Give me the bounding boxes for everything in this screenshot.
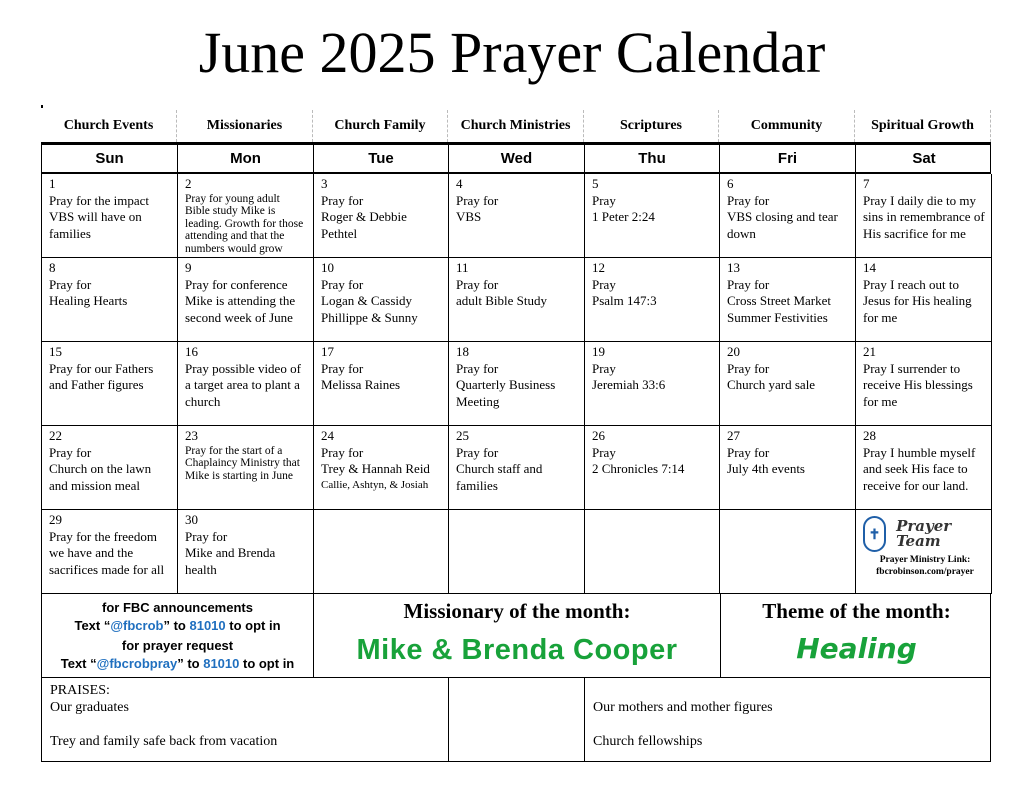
- day-prayer: Pray for young adult Bible study Mike is leading. Growth for those attending and that the numbers would grow: [185, 192, 304, 255]
- weekday-sun: Sun: [42, 145, 178, 172]
- prayer-team-logo: [863, 514, 987, 554]
- day-prayer: Pray for Church on the lawn and mission meal: [49, 444, 152, 493]
- day-number: 27: [727, 428, 740, 443]
- day-prayer: Pray for Mike and Brenda health: [185, 528, 276, 577]
- day-cell: [42, 258, 178, 342]
- day-number: 1: [49, 176, 56, 191]
- day-prayer: Pray for the start of a Chaplaincy Ministry that Mike is starting in June: [185, 444, 300, 482]
- category-header-row: [41, 110, 991, 145]
- stray-mark: [41, 105, 43, 108]
- week-row: [42, 426, 991, 510]
- day-number: 11: [456, 260, 469, 275]
- text-opt-in-box: [42, 594, 314, 677]
- category-tue: Church Family: [313, 110, 448, 142]
- day-cell: [42, 510, 178, 594]
- day-prayer: Pray I surrender to receive His blessings for me: [863, 360, 973, 409]
- day-cell: [856, 258, 992, 342]
- week-row: [42, 342, 991, 426]
- day-prayer: Pray for Church staff and families: [456, 444, 543, 493]
- day-number: 28: [863, 428, 876, 443]
- day-prayer: Pray for Cross Street Market Summer Festivities: [727, 276, 831, 325]
- missionary-name: Mike & Brenda Cooper: [356, 634, 678, 666]
- day-prayer: Pray 2 Chronicles 7:14: [592, 444, 685, 476]
- info-row: [41, 594, 991, 678]
- day-number: 8: [49, 260, 56, 275]
- day-prayer: Pray for Quarterly Business Meeting: [456, 360, 556, 409]
- day-cell: [178, 258, 314, 342]
- day-number: 13: [727, 260, 740, 275]
- day-cell: [449, 174, 585, 258]
- day-number: 25: [456, 428, 469, 443]
- day-prayer: Pray for our Fathers and Father figures: [49, 360, 154, 392]
- day-cell: [720, 426, 856, 510]
- empty-cell: [720, 510, 856, 594]
- day-number: 29: [49, 512, 62, 527]
- day-prayer: Pray for Roger & Debbie Pethtel: [321, 192, 407, 241]
- praises-row: [41, 678, 991, 762]
- day-prayer: Pray Psalm 147:3: [592, 276, 657, 308]
- day-number: 20: [727, 344, 740, 359]
- day-cell: [720, 174, 856, 258]
- prayer-keyword: @fbcrobpray: [96, 656, 178, 671]
- day-prayer: Pray for Melissa Raines: [321, 360, 401, 392]
- day-prayer: Pray for Church yard sale: [727, 360, 816, 392]
- day-prayer: Pray I daily die to my sins in remembrance of His sacrifice for me: [863, 192, 985, 241]
- day-cell: [42, 342, 178, 426]
- day-number: 23: [185, 428, 198, 443]
- day-number: 3: [321, 176, 328, 191]
- day-cell: [585, 258, 720, 342]
- fbc-number: 81010: [189, 618, 226, 633]
- prayer-link-label: Prayer Ministry Link:: [879, 555, 971, 565]
- day-prayer: Pray Jeremiah 33:6: [592, 360, 666, 392]
- day-cell: [314, 342, 449, 426]
- day-cell: [720, 258, 856, 342]
- week-row: [42, 510, 991, 594]
- prayer-number: 81010: [203, 656, 240, 671]
- missionary-heading: Missionary of the month:: [403, 599, 631, 623]
- day-cell: [856, 342, 992, 426]
- empty-cell: [449, 510, 585, 594]
- day-prayer: Pray for July 4th events: [727, 444, 805, 476]
- day-number: 2: [185, 176, 192, 191]
- page-title: June 2025 Prayer Calendar: [198, 20, 826, 85]
- praises-right: Our mothers and mother figures Church fellowships: [593, 700, 773, 749]
- day-cell: [178, 426, 314, 510]
- weeks: [41, 174, 991, 594]
- day-cell: [585, 426, 720, 510]
- day-number: 9: [185, 260, 192, 275]
- day-cell: [856, 174, 992, 258]
- day-number: 30: [185, 512, 198, 527]
- day-prayer: Pray for VBS closing and tear down: [727, 192, 838, 241]
- day-number: 12: [592, 260, 605, 275]
- week-row: [42, 174, 991, 258]
- day-cell: [178, 510, 314, 594]
- day-number: 10: [321, 260, 334, 275]
- day-cell: [314, 174, 449, 258]
- weekday-sat: Sat: [912, 150, 936, 167]
- calendar: [41, 110, 991, 762]
- day-number: 7: [863, 176, 870, 191]
- day-number: 18: [456, 344, 469, 359]
- day-cell: [314, 258, 449, 342]
- church-logo-icon: ✝: [863, 516, 886, 552]
- day-cell: [585, 342, 720, 426]
- theme-value: Healing: [796, 632, 917, 665]
- day-prayer-extra: Callie, Ashtyn, & Josiah: [321, 478, 429, 491]
- day-cell: [42, 426, 178, 510]
- prayer-request-instructions: Text “@fbcrobpray” to 81010 to opt in: [60, 656, 295, 671]
- day-cell: [856, 426, 992, 510]
- day-number: 19: [592, 344, 605, 359]
- day-prayer: Pray for conference Mike is attending the second week of June: [185, 276, 296, 325]
- day-number: 15: [49, 344, 62, 359]
- theme-box: [721, 594, 992, 677]
- weekday-thu: Thu: [585, 145, 720, 172]
- prayer-request-heading: for prayer request: [121, 638, 234, 653]
- prayer-link-url[interactable]: fbcrobinson.com/prayer: [876, 567, 974, 577]
- day-prayer: Pray I humble myself and seek His face to receive for our land.: [863, 444, 976, 493]
- fbc-keyword: @fbcrob: [110, 618, 164, 633]
- empty-cell: [314, 510, 449, 594]
- prayer-team-logo-cell: [856, 510, 992, 594]
- empty-cell: [585, 510, 720, 594]
- day-prayer: Pray for VBS: [456, 192, 499, 224]
- day-cell: [720, 342, 856, 426]
- day-cell: [449, 258, 585, 342]
- category-mon: Missionaries: [177, 110, 313, 142]
- day-prayer: Pray for Healing Hearts: [49, 276, 128, 308]
- weekday-header-row: [41, 145, 991, 174]
- day-prayer: Pray for the impact VBS will have on families: [49, 192, 149, 241]
- day-number: 4: [456, 176, 463, 191]
- day-number: 17: [321, 344, 334, 359]
- category-wed: Church Ministries: [448, 110, 584, 142]
- day-number: 21: [863, 344, 876, 359]
- praises-spacer: [449, 678, 585, 761]
- day-number: 14: [863, 260, 876, 275]
- fbc-announcements-instructions: Text “@fbcrob” to 81010 to opt in: [74, 618, 281, 633]
- day-prayer: Pray I reach out to Jesus for His healing for me: [863, 276, 972, 325]
- category-thu: Scriptures: [584, 110, 719, 142]
- day-number: 5: [592, 176, 599, 191]
- day-number: 16: [185, 344, 198, 359]
- day-cell: [585, 174, 720, 258]
- day-prayer: Pray for Trey & Hannah Reid: [321, 444, 430, 476]
- day-cell: [42, 174, 178, 258]
- weekday-mon: Mon: [178, 145, 314, 172]
- fbc-announcements-heading: for FBC announcements: [102, 600, 253, 615]
- category-sun: Church Events: [41, 110, 177, 142]
- day-prayer: Pray possible video of a target area to plant a church: [185, 360, 301, 409]
- week-row: [42, 258, 991, 342]
- weekday-tue: Tue: [314, 145, 449, 172]
- weekday-wed: Wed: [449, 145, 585, 172]
- missionary-box: [314, 594, 721, 677]
- day-prayer: Pray for adult Bible Study: [456, 276, 547, 308]
- weekday-fri: Fri: [720, 145, 856, 172]
- day-cell: [178, 342, 314, 426]
- praises-left: PRAISES: Our graduates Trey and family safe back from vacation: [42, 678, 449, 761]
- category-fri: Community: [719, 110, 855, 142]
- day-cell: [178, 174, 314, 258]
- day-prayer: Pray for Logan & Cassidy Phillippe & Sunny: [321, 276, 418, 325]
- theme-heading: Theme of the month:: [762, 599, 951, 623]
- category-sat: Spiritual Growth: [855, 110, 991, 142]
- day-number: 24: [321, 428, 334, 443]
- day-number: 6: [727, 176, 734, 191]
- day-prayer: Pray 1 Peter 2:24: [592, 192, 655, 224]
- prayer-team-brand: Prayer Team: [896, 517, 952, 550]
- day-cell: [314, 426, 449, 510]
- day-number: 22: [49, 428, 62, 443]
- day-number: 26: [592, 428, 605, 443]
- day-cell: [449, 342, 585, 426]
- day-cell: [449, 426, 585, 510]
- day-prayer: Pray for the freedom we have and the sacrifices made for all: [49, 528, 165, 577]
